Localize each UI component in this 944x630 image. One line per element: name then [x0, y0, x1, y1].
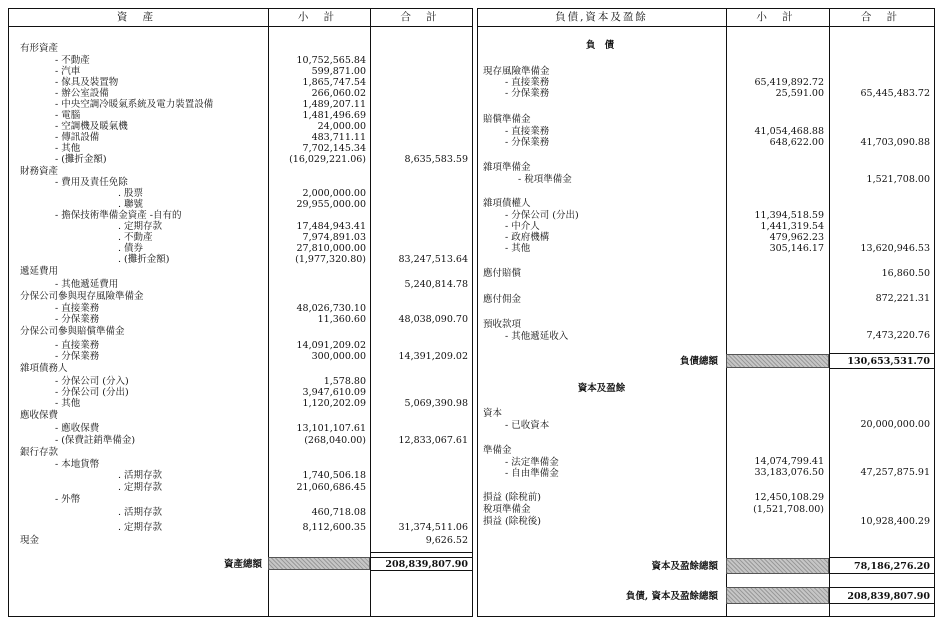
left-row-total: 8,635,583.59	[404, 154, 468, 165]
right-row-label: 現存風險準備金	[483, 66, 550, 77]
right-row-label: 負 債	[585, 40, 618, 51]
capital-total-rule-2	[829, 573, 935, 574]
header-liabilities: 負債,資本及盈餘	[555, 11, 648, 23]
left-row-sub: 2,000,000.00	[302, 188, 366, 199]
right-row-label: 資本及盈餘	[577, 383, 626, 394]
left-row-total: 12,833,067.61	[398, 435, 468, 446]
left-row-label: . 債券	[118, 243, 144, 254]
assets-total-value: 208,839,807.90	[385, 559, 468, 570]
left-row-sub: 27,810,000.00	[296, 243, 366, 254]
left-row-label: - 中央空調冷暖氣系統及電力裝置設備	[55, 99, 214, 110]
right-row-sub: 11,394,518.59	[754, 210, 824, 221]
right-row-label: 雜項準備金	[483, 162, 531, 173]
left-row-total: 83,247,513.64	[398, 254, 468, 265]
left-total-rule-2	[370, 570, 473, 571]
right-row-label: - 其他遞延收入	[505, 331, 569, 342]
left-row-label: - 不動產	[55, 55, 90, 66]
right-row-sub: 479,962.23	[769, 232, 824, 243]
left-row-sub: 10,752,565.84	[296, 55, 366, 66]
left-row-sub: 14,091,209.02	[296, 340, 366, 351]
left-row-label: - 應收保費	[55, 423, 100, 434]
right-row-sub: 25,591.00	[775, 88, 824, 99]
grand-total-value: 208,839,807.90	[847, 591, 930, 602]
header-assets: 資 產	[116, 11, 160, 23]
left-row-sub: 11,360.60	[317, 314, 366, 325]
left-row-total: 48,038,090.70	[398, 314, 468, 325]
right-row-sub: 65,419,892.72	[754, 77, 824, 88]
left-row-sub: 1,481,496.69	[302, 110, 366, 121]
left-row-sub: 1,120,202.09	[302, 398, 366, 409]
left-row-label: 遞延費用	[20, 266, 59, 277]
grand-total-label: 負債, 資本及盈餘總額	[625, 591, 718, 602]
right-row-label: 預收款項	[483, 319, 522, 330]
left-row-sub: 48,026,730.10	[296, 303, 366, 314]
right-header-rule	[477, 26, 935, 27]
left-row-sub: 7,702,145.34	[302, 143, 366, 154]
left-row-sub: (16,029,221.06)	[289, 154, 366, 165]
liab-total-value: 130,653,531.70	[847, 356, 930, 367]
right-row-label: 損益 (除稅後)	[483, 516, 541, 527]
right-row-label: - 分保公司 (分出)	[505, 210, 579, 221]
right-col-divider-1	[726, 8, 727, 617]
left-row-sub: (268,040.00)	[304, 435, 366, 446]
left-row-total: 31,374,511.06	[398, 522, 468, 533]
left-row-sub: 266,060.02	[311, 88, 366, 99]
right-row-sub: 12,450,108.29	[754, 492, 824, 503]
left-row-label: . 不動產	[118, 232, 153, 243]
right-row-label: - 分保業務	[505, 137, 550, 148]
right-row-sub: 33,183,076.50	[754, 467, 824, 478]
left-row-sub: 17,484,943.41	[296, 221, 366, 232]
right-row-sub: (1,521,708.00)	[753, 504, 824, 515]
right-row-label: - 自由準備金	[505, 468, 559, 479]
left-row-label: - 直接業務	[55, 303, 100, 314]
left-row-total: 5,240,814.78	[404, 279, 468, 290]
left-row-label: - 傳訊設備	[55, 132, 100, 143]
left-row-sub: 1,865,747.54	[302, 77, 366, 88]
right-row-label: - 其他	[505, 243, 531, 254]
left-row-total: 14,391,209.02	[398, 351, 468, 362]
left-row-total: 5,069,390.98	[404, 398, 468, 409]
right-grand-total-shade	[726, 587, 829, 604]
right-row-total: 65,445,483.72	[860, 88, 930, 99]
left-row-label: - (攤折金額)	[55, 154, 107, 165]
right-row-label: 應付佣金	[483, 294, 522, 305]
right-row-label: - 稅項準備金	[518, 174, 572, 185]
left-row-sub: 1,489,207.11	[302, 99, 366, 110]
right-row-total: 10,928,400.29	[860, 516, 930, 527]
right-row-label: 資本	[483, 408, 503, 419]
right-row-label: - 分保業務	[505, 88, 550, 99]
left-row-sub: (1,977,320.80)	[295, 254, 366, 265]
liab-total-label: 負債總額	[679, 356, 718, 367]
liab-total-rule-1	[829, 353, 935, 354]
left-row-label: . 活期存款	[118, 470, 163, 481]
left-header-rule	[8, 26, 473, 27]
left-row-label: 現金	[20, 535, 40, 546]
left-row-label: - 費用及責任免除	[55, 177, 128, 188]
right-row-label: - 中介人	[505, 221, 540, 232]
left-row-label: 財務資產	[20, 166, 59, 177]
right-grand-rule-2	[829, 603, 935, 604]
left-row-label: 雜項債務人	[20, 363, 68, 374]
right-row-total: 47,257,875.91	[860, 467, 930, 478]
left-row-label: - 分保業務	[55, 351, 100, 362]
left-row-label: - 傢具及裝置物	[55, 77, 119, 88]
left-row-label: - 分保公司 (分出)	[55, 387, 129, 398]
left-row-label: - 擔保技術準備金資產 -自有的	[55, 210, 182, 221]
left-row-label: . 股票	[118, 188, 144, 199]
left-row-label: - (保費註銷準備金)	[55, 435, 136, 446]
left-row-sub: 460,718.08	[311, 507, 366, 518]
right-row-total: 13,620,946.53	[860, 243, 930, 254]
left-row-label: - 電腦	[55, 110, 81, 121]
left-row-sub: 483,711.11	[311, 132, 366, 143]
header-total-right: 合 計	[860, 11, 904, 23]
header-subtotal-right: 小 計	[756, 11, 799, 23]
left-row-sub: 1,578.80	[323, 376, 366, 387]
left-row-label: - 空調機及暖氣機	[55, 121, 128, 132]
right-row-label: - 直接業務	[505, 77, 550, 88]
liab-total-shade	[726, 354, 829, 368]
left-row-sub: 300,000.00	[311, 351, 366, 362]
left-row-label: 銀行存款	[20, 447, 59, 458]
capital-total-label: 資本及盈餘總額	[651, 561, 718, 572]
left-row-sub: 3,947,610.09	[302, 387, 366, 398]
right-row-sub: 14,074,799.41	[754, 456, 824, 467]
left-row-label: 有形資產	[20, 43, 59, 54]
right-row-sub: 41,054,468.88	[754, 126, 824, 137]
left-row-label: - 其他	[55, 398, 81, 409]
left-row-label: - 本地貨幣	[55, 459, 100, 470]
left-row-label: - 其他	[55, 143, 81, 154]
capital-total-rule-1	[829, 557, 935, 558]
left-row-label: - 汽車	[55, 66, 81, 77]
left-row-label: - 辦公室設備	[55, 88, 109, 99]
right-row-sub: 305,146.17	[769, 243, 824, 254]
right-row-total: 16,860.50	[881, 268, 930, 279]
left-row-sub: 7,974,891.03	[302, 232, 366, 243]
left-row-label: . 活期存款	[118, 507, 163, 518]
left-row-sub: 599,871.00	[311, 66, 366, 77]
right-row-sub: 648,622.00	[769, 137, 824, 148]
left-row-label: - 外幣	[55, 494, 81, 505]
capital-total-shade	[726, 558, 829, 574]
right-row-total: 20,000,000.00	[860, 419, 930, 430]
right-row-total: 872,221.31	[875, 293, 930, 304]
right-row-label: 損益 (除稅前)	[483, 492, 541, 503]
left-row-label: - 直接業務	[55, 340, 100, 351]
left-row-sub: 13,101,107.61	[296, 423, 366, 434]
left-row-sub: 1,740,506.18	[302, 470, 366, 481]
left-row-label: - 其他遞延費用	[55, 279, 119, 290]
left-row-label: - 分保業務	[55, 314, 100, 325]
left-row-sub: 29,955,000.00	[296, 199, 366, 210]
left-total-rule-top	[370, 552, 473, 553]
left-row-sub: 21,060,686.45	[296, 482, 366, 493]
left-row-total: 9,626.52	[425, 535, 468, 546]
header-subtotal-left: 小 計	[297, 11, 341, 23]
right-row-total: 41,703,090.88	[860, 137, 930, 148]
left-row-sub: 8,112,600.35	[302, 522, 366, 533]
left-row-label: . 定期存款	[118, 522, 163, 533]
right-row-label: 準備金	[483, 445, 512, 456]
left-row-label: . 定期存款	[118, 221, 163, 232]
left-row-label: 應收保費	[20, 410, 59, 421]
left-row-label: - 分保公司 (分入)	[55, 376, 129, 387]
right-row-label: - 政府機構	[505, 232, 550, 243]
right-row-sub: 1,441,319.54	[760, 221, 824, 232]
right-row-label: - 直接業務	[505, 126, 550, 137]
right-row-label: 雜項債權人	[483, 198, 531, 209]
right-row-label: 賠償準備金	[483, 114, 531, 125]
left-row-label: . 聯號	[118, 199, 144, 210]
right-row-label: - 已收資本	[505, 420, 550, 431]
right-grand-rule-1	[829, 587, 935, 588]
liab-total-rule-2	[829, 368, 935, 369]
right-row-total: 1,521,708.00	[866, 174, 930, 185]
left-row-label: . 定期存款	[118, 482, 163, 493]
capital-total-value: 78,186,276.20	[853, 561, 930, 572]
left-row-sub: 24,000.00	[317, 121, 366, 132]
right-row-total: 7,473,220.76	[866, 330, 930, 341]
header-total-left: 合 計	[400, 11, 443, 23]
right-row-label: - 法定準備金	[505, 457, 559, 468]
left-total-shade	[268, 557, 370, 570]
left-total-rule-1	[370, 557, 473, 558]
right-row-label: 應付賠償	[483, 268, 522, 279]
right-row-label: 稅項準備金	[483, 504, 531, 515]
left-row-label: . (攤折金額)	[118, 254, 170, 265]
left-row-label: 分保公司參與賠償準備金	[20, 326, 125, 337]
left-row-label: 分保公司參與現存風險準備金	[20, 291, 144, 302]
assets-total-label: 資產總額	[223, 559, 262, 570]
